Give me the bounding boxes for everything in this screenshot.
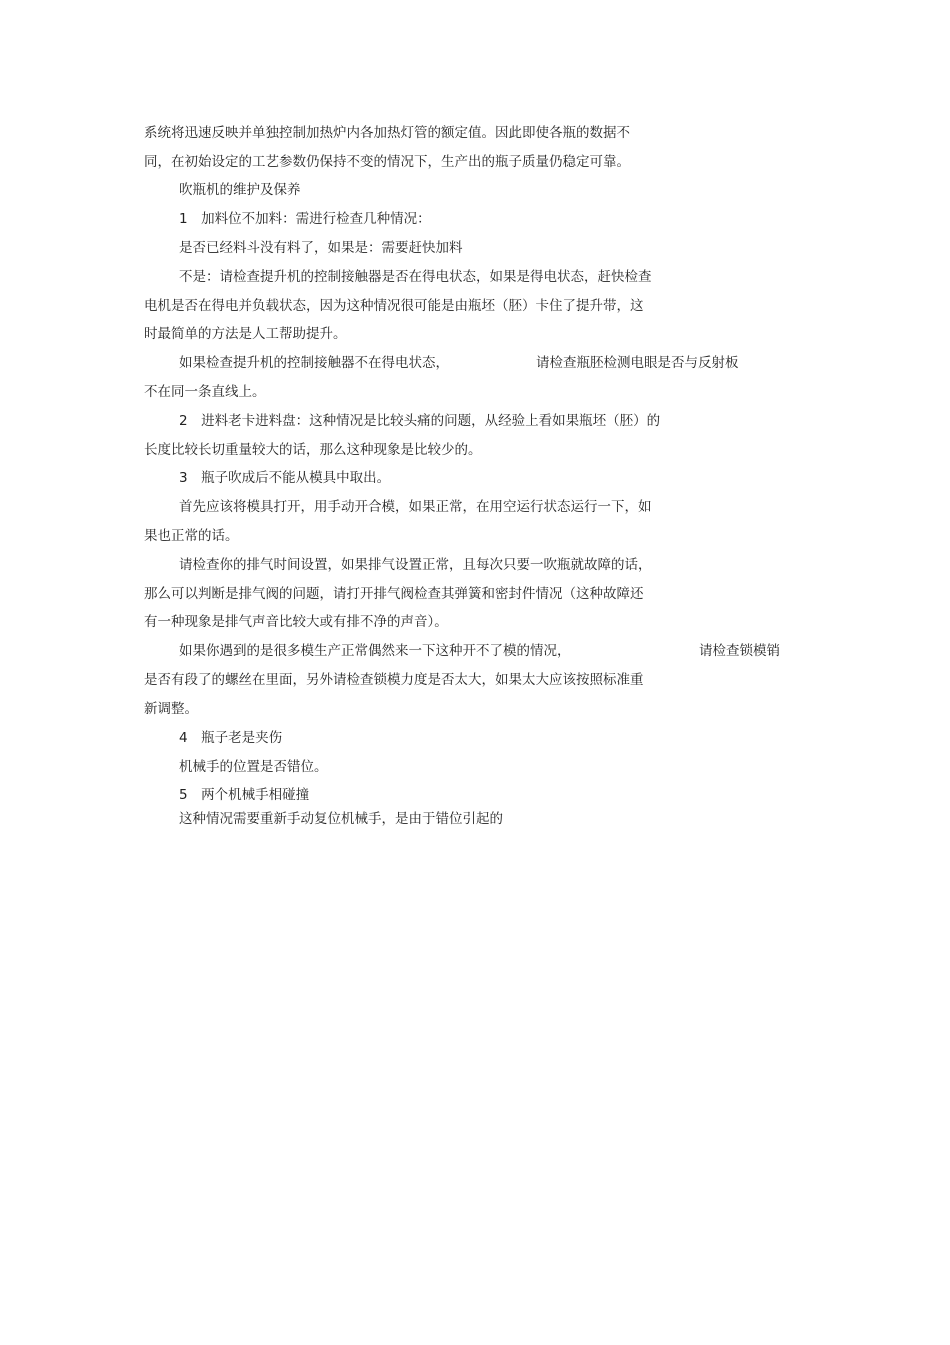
item-heading-1: 1 加料位不加料：需进行检查几种情况：: [179, 211, 431, 227]
section-heading: 吹瓶机的维护及保养: [179, 182, 301, 198]
paragraph-line: 新调整。: [144, 701, 198, 717]
paragraph-line: 请检查锁模销: [699, 643, 780, 659]
item-heading-4: 4 瓶子老是夹伤: [179, 730, 283, 746]
item-heading-3: 3 瓶子吹成后不能从模具中取出。: [179, 470, 391, 486]
item-heading-5: 5 两个机械手相碰撞: [179, 787, 310, 803]
paragraph-line: 不是：请检查提升机的控制接触器是否在得电状态，如果是得电状态，赶快检查: [179, 269, 652, 285]
paragraph-line: 首先应该将模具打开，用手动开合模，如果正常，在用空运行状态运行一下，如: [179, 499, 652, 515]
paragraph-line: 是否已经料斗没有料了，如果是：需要赶快加料: [179, 240, 463, 256]
paragraph-line: 请检查你的排气时间设置，如果排气设置正常，且每次只要一吹瓶就故障的话，: [179, 557, 652, 573]
paragraph-line: 机械手的位置是否错位。: [179, 759, 328, 775]
paragraph-line: 那么可以判断是排气阀的问题，请打开排气阀检查其弹簧和密封件情况（这种故障还: [144, 586, 644, 602]
paragraph-line: 不在同一条直线上。: [144, 384, 266, 400]
paragraph-line: 有一种现象是排气声音比较大或有排不净的声音）。: [144, 614, 448, 630]
paragraph-line: 时最简单的方法是人工帮助提升。: [144, 326, 347, 342]
paragraph-line: 同，在初始设定的工艺参数仍保持不变的情况下，生产出的瓶子质量仍稳定可靠。: [144, 154, 630, 170]
paragraph-line: 如果你遇到的是很多模生产正常偶然来一下这种开不了模的情况，: [179, 643, 571, 659]
paragraph-line: 果也正常的话。: [144, 528, 239, 544]
paragraph-line: 长度比较长切重量较大的话，那么这种现象是比较少的。: [144, 442, 482, 458]
item-heading-2: 2 进料老卡进料盘：这种情况是比较头痛的问题，从经验上看如果瓶坯（胚）的: [179, 413, 661, 429]
paragraph-line: 请检查瓶胚检测电眼是否与反射板: [536, 355, 739, 371]
paragraph-line: 电机是否在得电并负载状态，因为这种情况很可能是由瓶坯（胚）卡住了提升带，这: [144, 298, 644, 314]
paragraph-line: 是否有段了的螺丝在里面，另外请检查锁模力度是否太大，如果太大应该按照标准重: [144, 672, 644, 688]
paragraph-line: 如果检查提升机的控制接触器不在得电状态，: [179, 355, 449, 371]
paragraph-line: 系统将迅速反映并单独控制加热炉内各加热灯管的额定值。因此即使各瓶的数据不: [144, 125, 630, 141]
paragraph-line: 这种情况需要重新手动复位机械手，是由于错位引起的: [179, 811, 503, 827]
